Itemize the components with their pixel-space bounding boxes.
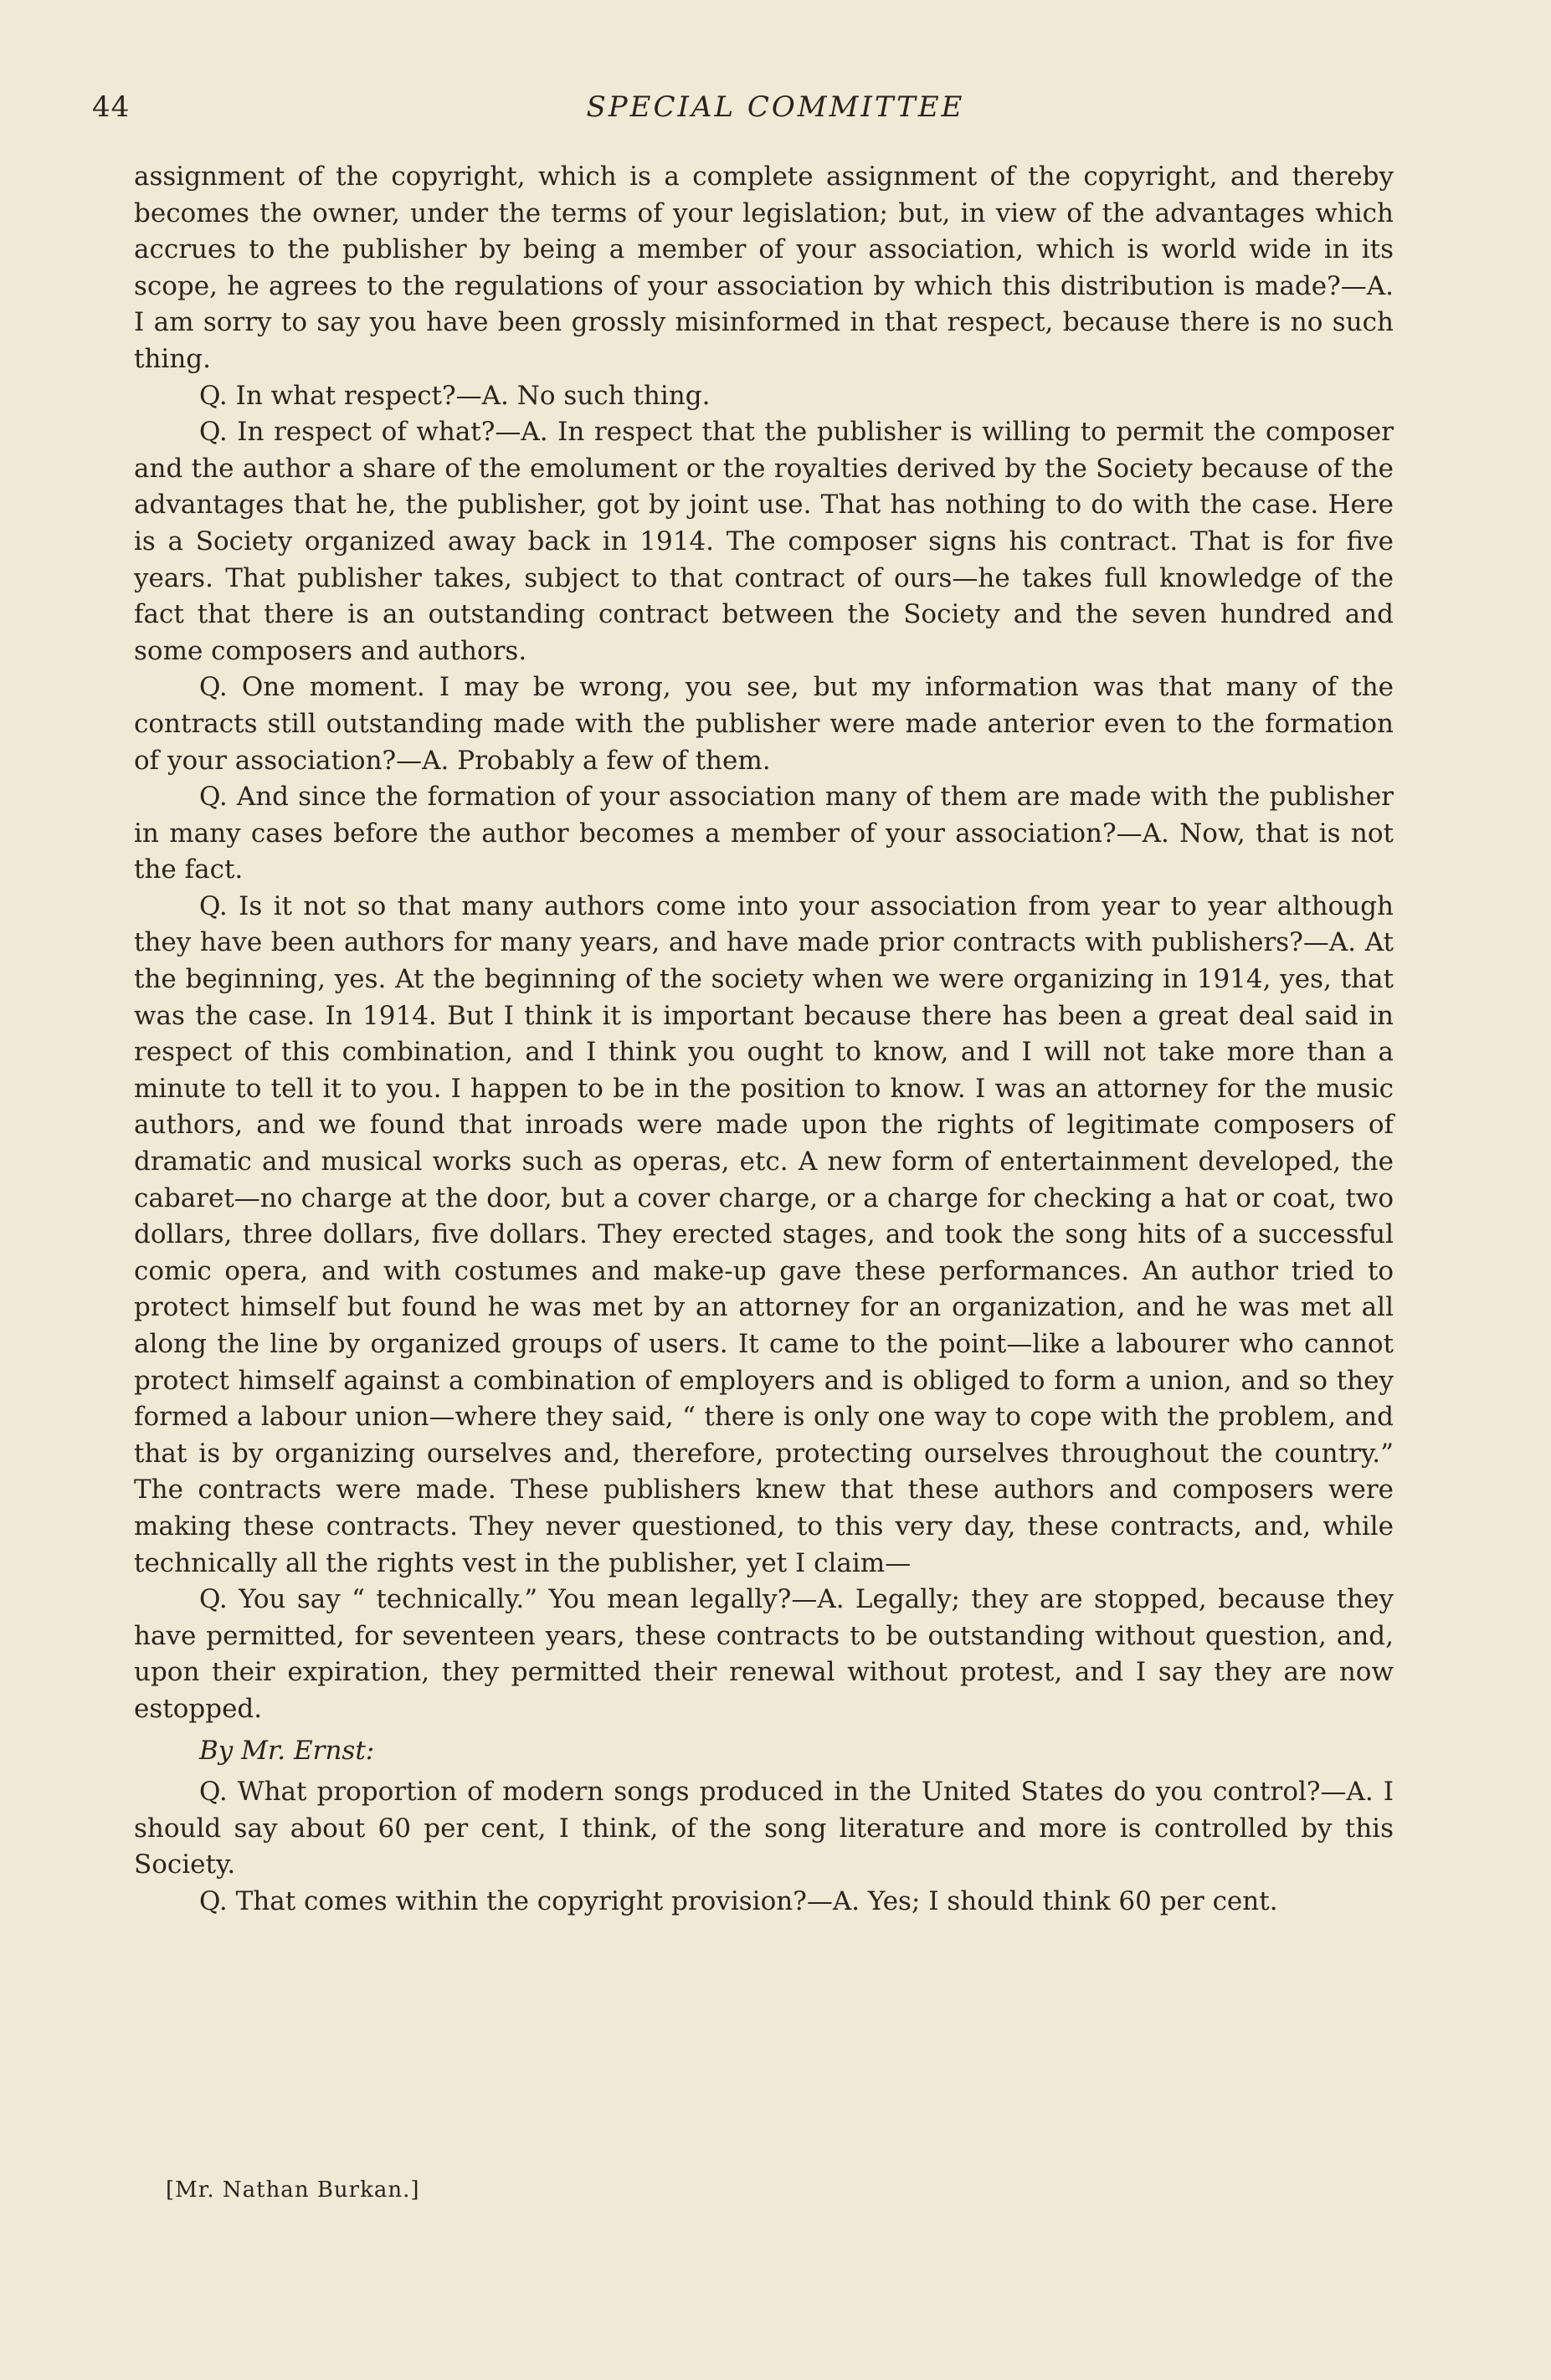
speaker-note: [Mr. Nathan Burkan.] (166, 2177, 420, 2203)
paragraph: Q. Is it not so that many authors come into your association from year to year although they have been authors for many years, and have made prior contracts with publishers?—A. At the beginning, yes. At the beginning of the society when we were organizing in 1914, yes, that was the case. In 1914. But I think it is important because there has been a great deal said in respect of this combination, and I think you ought to know, and I will not take more than a minute to tell it to you. I happen to be in the position to know. I was an attorney for the music authors, and we found that inroads were made upon the rights of legitimate composers of dramatic and musical works such as operas, etc. A new form of entertainment developed, the cabaret—no charge at the door, but a cover charge, or a charge for checking a hat or coat, two dollars, three dollars, five dollars. They erected stages, and took the song hits of a successful comic opera, and with costumes and make-up gave these performances. An author tried to protect himself but found he was met by an attorney for an organization, and he was met all along the line by organized groups of users. It came to the point—like a labourer who cannot protect himself against a combination of employers and is obliged to form a union, and so they formed a labour union—where they said, “ there is only one way to cope with the problem, and that is by organizing ourselves and, therefore, protecting ourselves throughout the country.” The contracts were made. These publishers knew that these authors and composers were making these contracts. They never questioned, to this very day, these contracts, and, while technically all the rights vest in the publisher, yet I claim— (134, 890, 1394, 1578)
paragraph: Q. In respect of what?—A. In respect that the publisher is willing to permit the composer and the author a share of the emolument or the royalties derived by the Society because of the advantages that he, the publisher, got by joint use. That has nothing to do with the case. Here is a Society organized away back in 1914. The composer signs his contract. That is for five years. That publisher takes, subject to that contract of ours—he takes full knowledge of the fact that there is an outstanding contract between the Society and the seven hundred and some composers and authors. (134, 417, 1394, 666)
paragraph: assignment of the copyright, which is a complete assignment of the copyright, and thereby becomes the owner, under the terms of your legislation; but, in view of the advantages which accrues to the publisher by being a member of your association, which is world wide in its scope, he agrees to the regulations of your association by which this distribution is made?—A. I am sorry to say you have been grossly misinformed in that respect, because there is no such thing. (134, 162, 1394, 374)
paragraph: Q. One moment. I may be wrong, you see, but my information was that many of the contracts still outstanding made with the publisher were made anterior even to the formation of your association?—A. Probably a few of them. (134, 672, 1394, 776)
examiner-byline: By Mr. Ernst: (199, 1735, 375, 1766)
paragraph: Q. In what respect?—A. No such thing. (199, 380, 711, 411)
paragraph: Q. You say “ technically.” You mean legally?—A. Legally; they are stopped, because they have permitted, for seventeen years, these contracts to be outstanding without question, and, upon their expiration, they permitted their renewal without protest, and I say they are now estopped. (134, 1584, 1394, 1724)
paragraph: Q. What proportion of modern songs produced in the United States do you control?—A. I should say about 60 per cent, I think, of the song literature and more is controlled by this Society. (134, 1777, 1394, 1880)
running-head (0, 90, 1551, 132)
body-text (134, 159, 1394, 1921)
page-number: 44 (92, 90, 131, 124)
paragraph: Q. That comes within the copyright provision?—A. Yes; I should think 60 per cent. (199, 1885, 1278, 1916)
running-title: SPECIAL COMMITTEE (586, 90, 965, 124)
paragraph: Q. And since the formation of your association many of them are made with the publisher in many cases before the author becomes a member of your association?—A. Now, that is not the fact. (134, 782, 1394, 885)
